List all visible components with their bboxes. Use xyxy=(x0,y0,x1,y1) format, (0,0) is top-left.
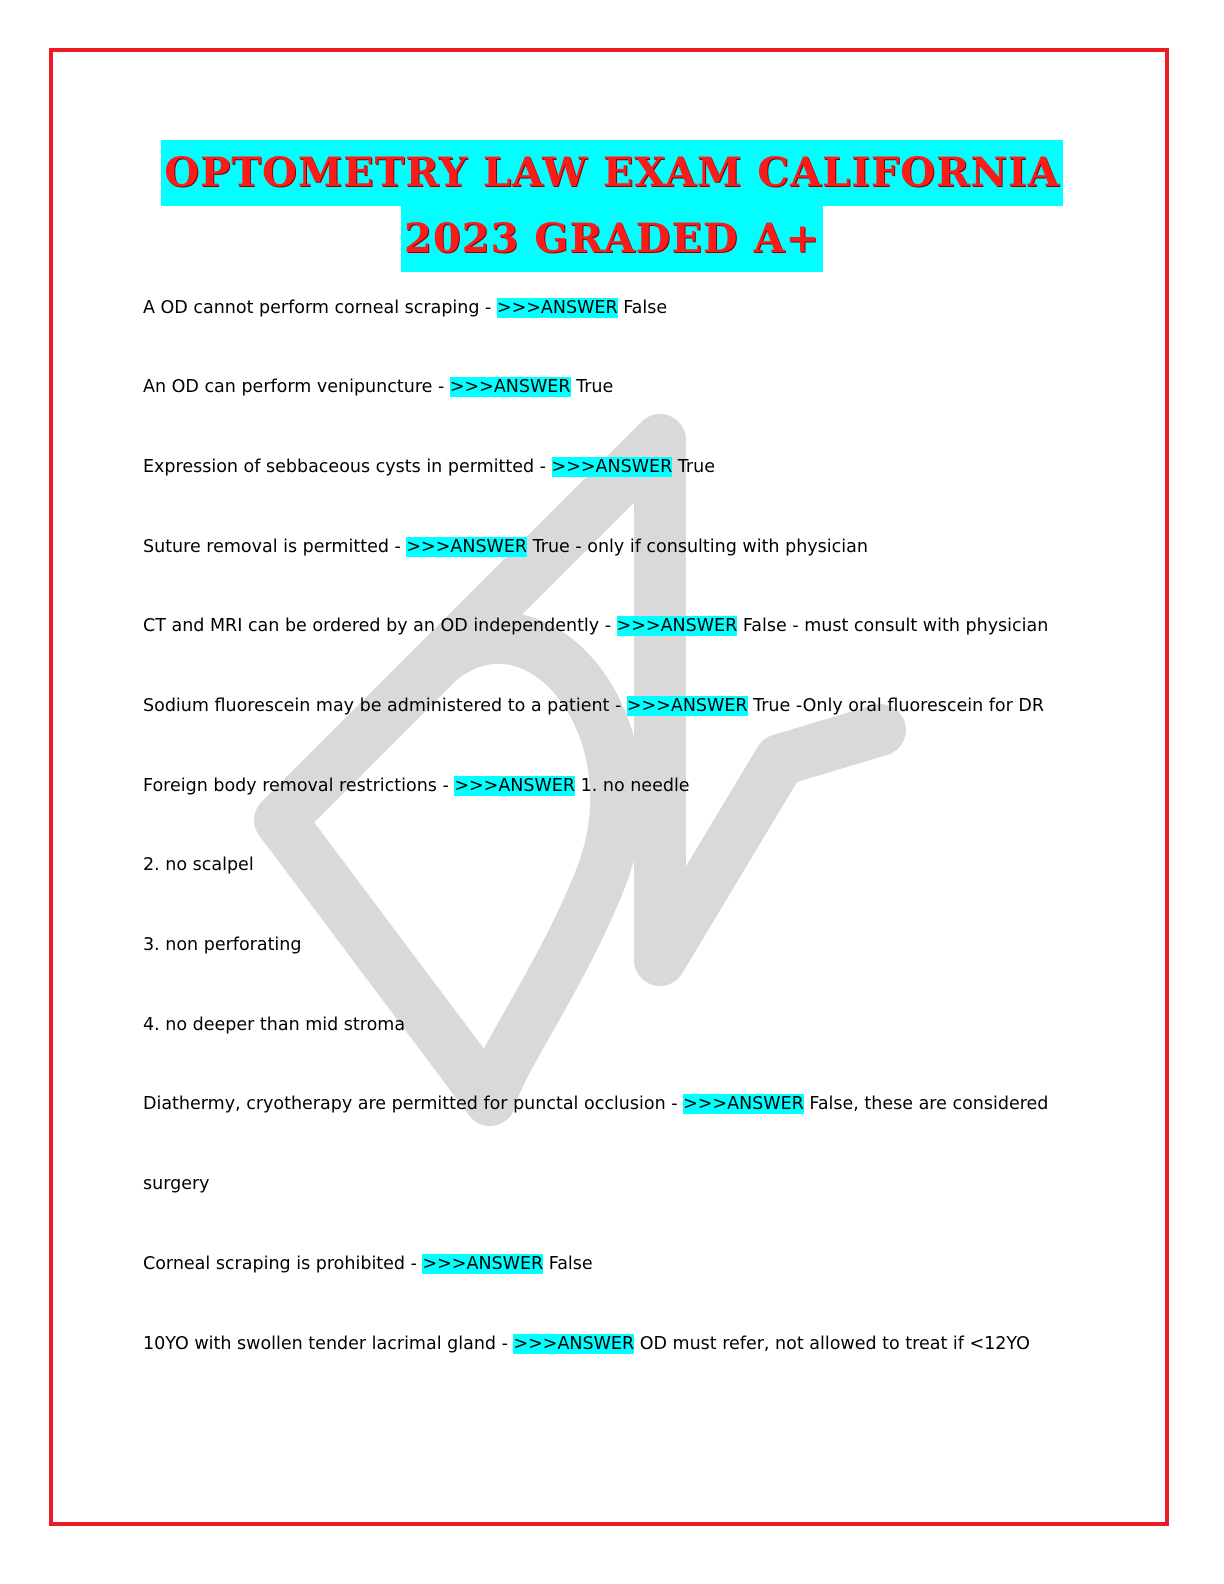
question-text: 10YO with swollen tender lacrimal gland - xyxy=(143,1334,514,1354)
question-text: Suture removal is permitted - xyxy=(143,537,407,557)
answer-text: 1. no needle xyxy=(575,776,690,796)
list-item xyxy=(143,1246,593,1282)
list-item xyxy=(143,1007,405,1043)
answer-marker: >>>ANSWER xyxy=(616,616,738,636)
answer-text: False - must consult with physician xyxy=(737,616,1049,636)
question-text: CT and MRI can be ordered by an OD independently - xyxy=(143,616,617,636)
answer-text: True xyxy=(570,377,614,397)
answer-marker: >>>ANSWER xyxy=(683,1094,804,1114)
list-item xyxy=(143,449,715,485)
answer-marker: >>>ANSWER xyxy=(551,457,673,477)
question-text: surgery xyxy=(143,1174,210,1194)
answer-text: False, these are considered xyxy=(803,1094,1049,1114)
answer-marker: >>>ANSWER xyxy=(406,537,528,557)
answer-marker: >>>ANSWER xyxy=(513,1334,635,1354)
title-line-2: 2023 GRADED A+ xyxy=(401,206,823,272)
question-text: Expression of sebbaceous cysts in permitted - xyxy=(143,457,552,477)
question-text: 4. no deeper than mid stroma xyxy=(143,1015,406,1035)
answer-text: False xyxy=(617,298,668,318)
list-item xyxy=(143,768,690,804)
list-item xyxy=(143,688,1044,724)
question-text: Sodium fluorescein may be administered to a patient - xyxy=(143,696,627,716)
answer-marker: >>>ANSWER xyxy=(449,377,571,397)
list-item xyxy=(143,1086,1048,1122)
title-line-1: OPTOMETRY LAW EXAM CALIFORNIA xyxy=(161,140,1062,206)
list-item xyxy=(143,290,667,326)
list-item xyxy=(143,1326,1030,1362)
list-item xyxy=(143,927,302,963)
list-item xyxy=(143,1166,210,1202)
answer-marker: >>>ANSWER xyxy=(454,776,576,796)
question-text: Diathermy, cryotherapy are permitted for punctal occlusion - xyxy=(143,1094,684,1114)
answer-marker: >>>ANSWER xyxy=(422,1254,544,1274)
answer-text: OD must refer, not allowed to treat if <12YO xyxy=(634,1334,1030,1354)
answer-text: True -Only oral fluorescein for DR xyxy=(747,696,1045,716)
question-text: A OD cannot perform corneal scraping - xyxy=(143,298,497,318)
list-item xyxy=(143,847,254,883)
answer-text: True xyxy=(672,457,715,477)
list-item xyxy=(143,369,613,405)
answer-marker: >>>ANSWER xyxy=(496,298,618,318)
answer-marker: >>>ANSWER xyxy=(626,696,748,716)
list-item xyxy=(143,529,868,565)
question-text: Corneal scraping is prohibited - xyxy=(143,1254,423,1274)
question-text: Foreign body removal restrictions - xyxy=(143,776,455,796)
answer-text: True - only if consulting with physician xyxy=(527,537,868,557)
question-text: 2. no scalpel xyxy=(143,855,254,875)
question-text: An OD can perform venipuncture - xyxy=(143,377,450,397)
answer-text: False xyxy=(543,1254,593,1274)
document-title xyxy=(0,140,1224,272)
list-item xyxy=(143,608,1048,644)
question-text: 3. non perforating xyxy=(143,935,302,955)
